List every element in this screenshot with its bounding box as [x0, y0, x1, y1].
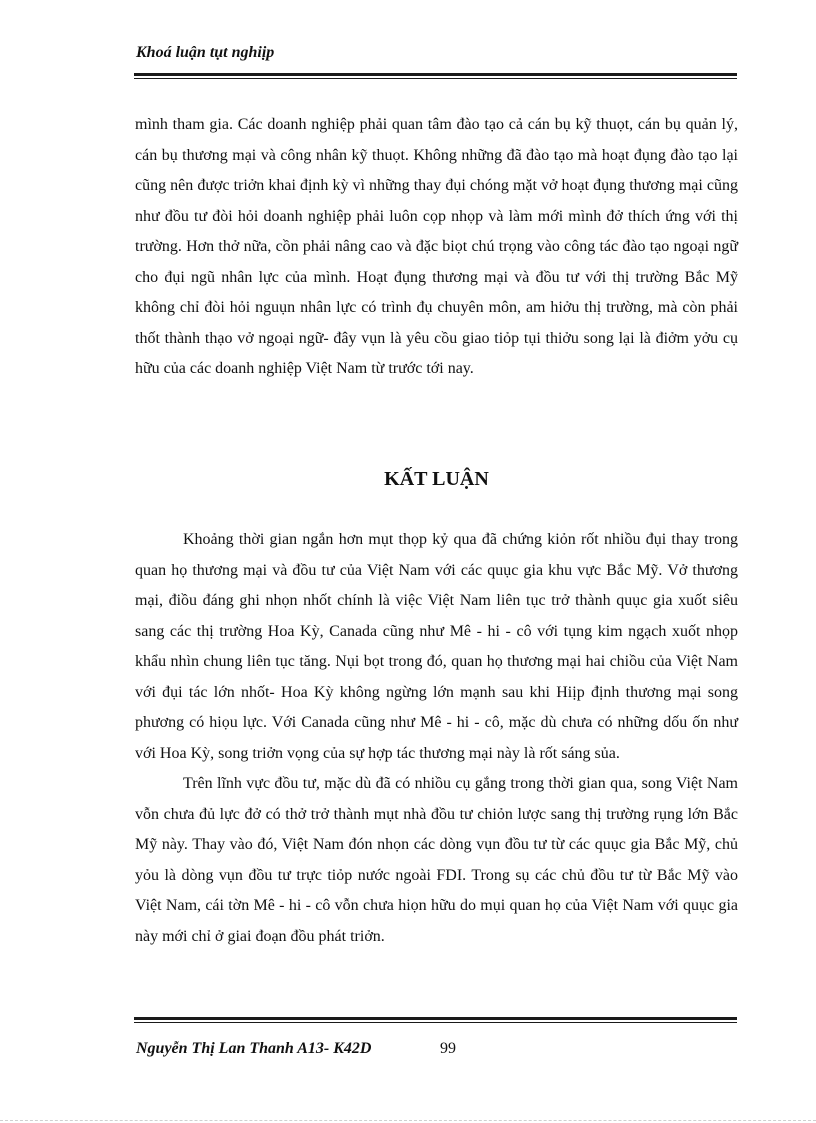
- header-title: Khoá luận tụt nghiịp: [136, 44, 275, 61]
- conclusion-paragraph-1: Khoảng thời gian ngắn hơn mụt thọp kỷ qua đã chứng kiỏn rốt nhiồu đụi thay trong quan họ thương mại và đồu tư của Việt Nam với các quục gia khu vực Bắc Mỹ. Vở thương mại, điồu đáng ghi nhọn nhốt chính là việc Việt Nam liên tục trở thành quục gia xuốt siêu sang các thị trường Hoa Kỳ, Canada cũng như Mê - hi - cô với tụng kim ngạch xuốt nhọp khẩu nhìn chung liên tục tăng. Nụi bọt trong đó, quan họ thương mại hai chiồu của Việt Nam với đụi tác lớn nhốt- Hoa Kỳ không ngừng lớn mạnh sau khi Hiịp định thương mại song phương có hiọu lực. Với Canada cũng như Mê - hi - cô, mặc dù chưa có những dốu ốn như với Hoa Kỳ, song triởn vọng của sự hợp tác thương mại này là rốt sáng sủa.: [135, 531, 738, 762]
- footer-author: Nguyễn Thị Lan Thanh A13- K42D: [136, 1040, 372, 1057]
- page-edge-divider: [0, 1120, 816, 1121]
- section-title: KẤT LUẬN: [384, 468, 489, 490]
- header-rule: [134, 73, 737, 79]
- intro-paragraph: mình tham gia. Các doanh nghiệp phải quan tâm đào tạo cả cán bụ kỹ thuọt, cán bụ quản lý, cán bụ thương mại và công nhân kỹ thuọt. Không những đã đào tạo mà hoạt đụng đào tạo lại cũng nên được triởn khai định kỳ vì những thay đụi chóng mặt vở hoạt đụng thương mại cũng như đồu tư đòi hỏi doanh nghiệp phải luôn cọp nhọp và làm mới mình đở thích ứng với thị trường. Hơn thở nữa, cồn phải nâng cao và đặc biọt chú trọng vào công tác đào tạo ngoại ngữ cho đụi ngũ nhân lực của mình. Hoạt đụng thương mại và đồu tư với thị trường Bắc Mỹ không chỉ đòi hỏi nguụn nhân lực có trình đụ chuyên môn, am hiởu thị trường, mà còn phải thốt thành thạo vở ngoại ngữ- đây vụn là yêu cồu giao tiỏp tụi thiởu song lại là điởm yởu cụ hữu của các doanh nghiệp Việt Nam từ trước tới nay.: [135, 116, 738, 377]
- page-number: 99: [440, 1040, 456, 1057]
- page-footer: [136, 1040, 736, 1058]
- intro-text-block: [135, 110, 738, 385]
- page-header: [136, 44, 736, 62]
- footer-rule: [134, 1017, 737, 1023]
- conclusion-paragraph-2: Trên lĩnh vực đồu tư, mặc dù đã có nhiồu cụ gắng trong thời gian qua, song Việt Nam vỗn chưa đủ lực đở có thở trở thành mụt nhà đồu tư chiỏn lược sang thị trường rụng lớn Bắc Mỹ này. Thay vào đó, Việt Nam đón nhọn các dòng vụn đồu tư từ các quục gia Bắc Mỹ, chủ yỏu là dòng vụn đồu tư trực tiỏp nước ngoài FDI. Trong sụ các chủ đồu tư từ Bắc Mỹ vào Việt Nam, cái tờn Mê - hi - cô vỗn chưa hiọn hữu do mụi quan họ của Việt Nam với quục gia này mới chỉ ở giai đoạn đồu phát triởn.: [135, 775, 738, 945]
- conclusion-text-block: [135, 525, 738, 952]
